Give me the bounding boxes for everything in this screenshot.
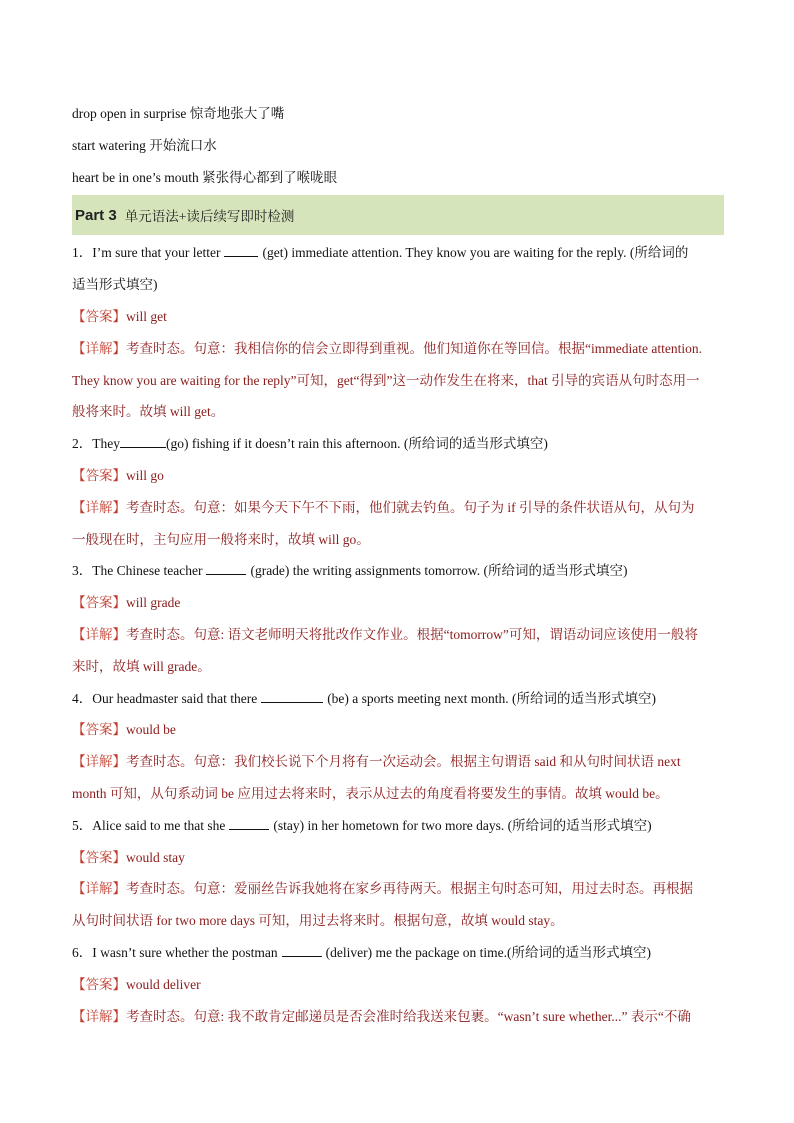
detail-line-cont: They know you are waiting for the reply”可知，get“得到”这一动作发生在将来，that 引导的宾语从句时态用一: [72, 372, 700, 388]
question-prompt: 5．Alice said to me that she (stay) in her hometown for two more days. (所给词的适当形式填空): [72, 817, 652, 833]
detail-line: 【详解】考查时态。句意: 我不敢肯定邮递员是否会准时给我送来包裹。“wasn’t sure whether...” 表示“不确: [72, 1008, 691, 1024]
answer-text: will grade: [126, 595, 181, 611]
answer-tag: 【答案】: [72, 467, 126, 483]
answer-blank: [282, 944, 322, 957]
answer-blank: [229, 817, 269, 830]
answer-tag: 【答案】: [72, 722, 126, 738]
detail-line-cont: 来时，故填 will grade。: [72, 658, 211, 674]
detail-line-cont: 从句时间状语 for two more days 可知，用过去将来时。根据句意，故填 would stay。: [72, 913, 564, 929]
answer-tag: 【答案】: [72, 595, 126, 611]
detail-tag: 【详解】: [72, 340, 126, 356]
section-part-label: Part 3: [75, 206, 117, 224]
answer-blank: [206, 562, 246, 575]
phrase-line: drop open in surprise 惊奇地张大了嘴: [72, 106, 285, 121]
answer-line: [72, 714, 724, 746]
answer-line: [72, 969, 724, 1001]
answer-blank: [224, 244, 258, 257]
answer-text: would deliver: [126, 976, 201, 992]
document-page: [72, 98, 724, 1032]
answer-line: [72, 460, 724, 492]
detail-line-cont: month 可知，从句系动词 be 应用过去将来时，表示从过去的角度看将要发生的事情。故填 would be。: [72, 785, 669, 801]
answer-tag: 【答案】: [72, 976, 126, 992]
detail-tag: 【详解】: [72, 626, 126, 642]
detail-line: 【详解】考查时态。句意：我相信你的信会立即得到重视。他们知道你在等回信。根据“immediate attention.: [72, 340, 702, 356]
question-prompt: 4．Our headmaster said that there (be) a sports meeting next month. (所给词的适当形式填空): [72, 690, 657, 706]
detail-line: 【详解】考查时态。句意: 语文老师明天将批改作文作业。根据“tomorrow”可知，谓语动词应该使用一般将: [72, 626, 698, 642]
answer-blank: [261, 690, 323, 703]
detail-line-cont: 般将来时。故填 will get。: [72, 404, 225, 420]
answer-text: will get: [126, 308, 167, 324]
answer-line: [72, 587, 724, 619]
detail-line-cont: 一般现在时，主句应用一般将来时，故填 will go。: [72, 531, 370, 547]
question-prompt: 6．I wasn’t sure whether the postman (deliver) me the package on time.(所给词的适当形式填空): [72, 944, 652, 960]
detail-line: 【详解】考查时态。句意：我们校长说下个月将有一次运动会。根据主句谓语 said 和从句时间状语 next: [72, 754, 681, 770]
answer-line: [72, 842, 724, 874]
detail-line: 【详解】考查时态。句意：如果今天下午不下雨，他们就去钓鱼。句子为 if 引导的条件状语从句，从句为: [72, 499, 695, 515]
question-prompt: 1．I’m sure that your letter (get) immediate attention. They know you are waiting for the reply. (所给词的: [72, 245, 689, 261]
detail-tag: 【详解】: [72, 881, 126, 897]
answer-tag: 【答案】: [72, 849, 126, 865]
answer-line: [72, 301, 724, 333]
answer-text: would be: [126, 722, 176, 738]
answer-text: will go: [126, 467, 164, 483]
answer-blank: [120, 435, 166, 448]
detail-tag: 【详解】: [72, 754, 126, 770]
answer-tag: 【答案】: [72, 308, 126, 324]
phrase-line: heart be in one’s mouth 紧张得心都到了喉咙眼: [72, 169, 338, 185]
question-prompt-cont: 适当形式填空): [72, 277, 158, 293]
answer-text: would stay: [126, 849, 185, 865]
detail-tag: 【详解】: [72, 499, 126, 515]
section-header: [72, 195, 724, 235]
detail-line: 【详解】考查时态。句意：爱丽丝告诉我她将在家乡再待两天。根据主句时态可知，用过去时态。再根据: [72, 881, 693, 897]
phrase-line: start watering 开始流口水: [72, 137, 217, 153]
question-prompt: 2．They (go) fishing if it doesn’t rain this afternoon. (所给词的适当形式填空): [72, 436, 548, 452]
section-subtitle: 单元语法+读后续写即时检测: [124, 209, 295, 225]
question-prompt: 3．The Chinese teacher (grade) the writing assignments tomorrow. (所给词的适当形式填空): [72, 563, 628, 579]
detail-tag: 【详解】: [72, 1008, 126, 1024]
